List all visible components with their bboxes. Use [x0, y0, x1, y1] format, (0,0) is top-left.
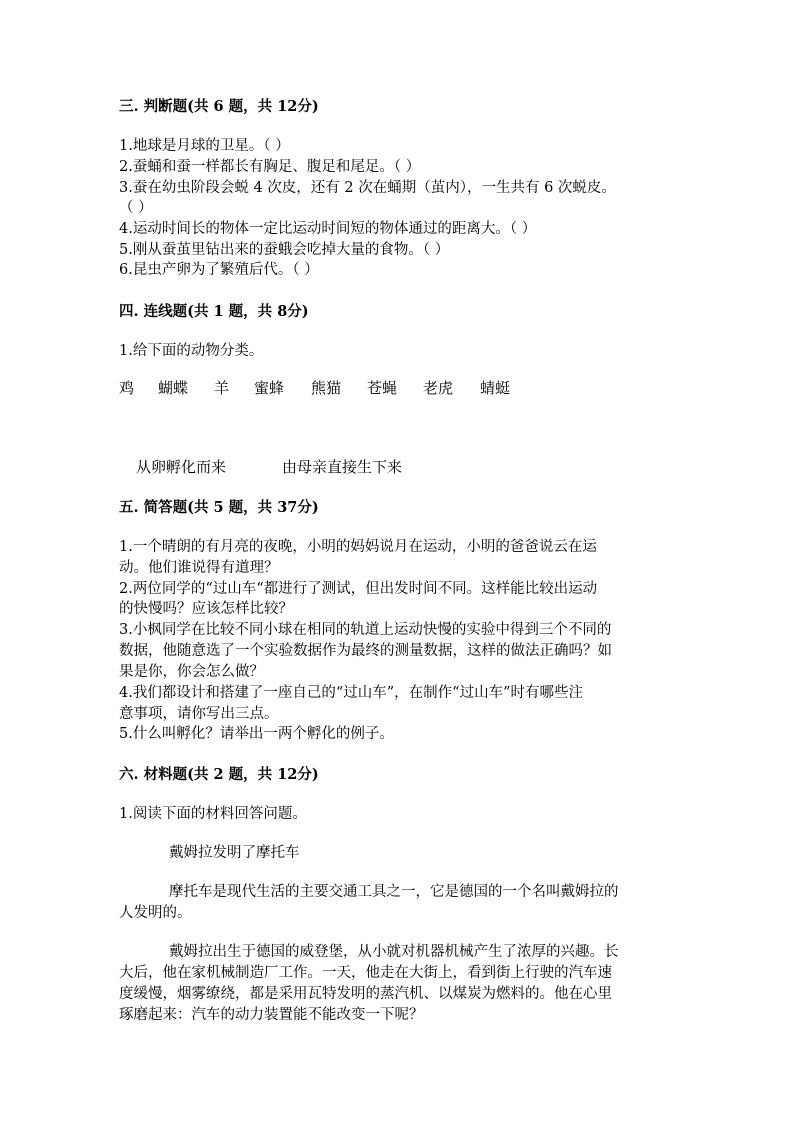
section3-line-5: 4.运动时间长的物体一定比运动时间短的物体通过的距离大。（ ） [119, 221, 537, 237]
section4-question: 1.给下面的动物分类。 [119, 343, 264, 359]
section5-line-2: 动。他们谁说得有道理？ [119, 560, 279, 576]
article-para2-line-2: 大后，他在家机械制造厂工作。一天，他走在大街上，看到街上行驶的汽车速 [119, 965, 612, 981]
article-para1-line-1: 摩托车是现代生活的主要交通工具之一，它是德国的一个名叫戴姆拉的 [169, 884, 619, 900]
animal-item: 蜜蜂 [254, 379, 285, 397]
section3-line-7: 6.昆虫产卵为了繁殖后代。（ ） [119, 262, 319, 278]
section5-line-9: 意事项，请你写出三点。 [119, 706, 279, 722]
group-label-viviparous: 由母亲直接生下来 [282, 458, 403, 476]
section3-heading: 三. 判断题(共 6 题，共 12分) [119, 98, 319, 115]
section5-line-5: 3.小枫同学在比较不同小球在相同的轨道上运动快慢的实验中得到三个不同的 [119, 622, 612, 638]
animal-item: 熊猫 [311, 379, 342, 397]
section3-line-2: 2.蚕蛹和蚕一样都长有胸足、腹足和尾足。（ ） [119, 159, 421, 175]
section6-question: 1.阅读下面的材料回答问题。 [119, 806, 307, 822]
animal-item: 羊 [214, 379, 230, 397]
article-para2-line-1: 戴姆拉出生于德国的威登堡，从小就对机器机械产生了浓厚的兴趣。长 [169, 944, 619, 960]
article-title: 戴姆拉发明了摩托车 [169, 845, 300, 861]
animal-item: 老虎 [423, 379, 454, 397]
section5-line-1: 1.一个晴朗的有月亮的夜晚，小明的妈妈说月在运动，小明的爸爸说云在运 [119, 539, 597, 555]
section3-line-6: 5.刚从蚕茧里钻出来的蚕蛾会吃掉大量的食物。（ ） [119, 242, 450, 258]
section5-line-3: 2.两位同学的“过山车“都进行了测试，但出发时间不同。这样能比较出运动 [119, 581, 598, 597]
article-para2-line-3: 度缓慢，烟雾缭绕，都是采用瓦特发明的蒸汽机、以煤炭为燃料的。他在心里 [119, 986, 612, 1002]
animal-item: 蝴蝶 [158, 379, 189, 397]
section3-line-1: 1.地球是月球的卫星。（ ） [119, 138, 290, 154]
section5-line-4: 的快慢吗？应该怎样比较？ [119, 601, 293, 617]
article-para2-line-4: 琢磨起来：汽车的动力装置能不能改变一下呢？ [119, 1007, 424, 1023]
group-label-oviparous: 从卵孵化而来 [136, 458, 227, 476]
animal-item: 苍蝇 [367, 379, 398, 397]
animal-item: 鸡 [119, 379, 135, 397]
section5-line-8: 4.我们都设计和搭建了一座自己的“过山车”，在制作“过山车”时有哪些注 [119, 685, 583, 701]
section3-line-4: （ ） [119, 200, 153, 216]
animal-item: 蜻蜓 [480, 379, 511, 397]
section5-line-6: 数据，他随意选了一个实验数据作为最终的测量数据，这样的做法正确吗？如 [119, 643, 612, 659]
section5-heading: 五. 简答题(共 5 题，共 37分) [119, 499, 319, 516]
section5-line-7: 果是你，你会怎么做？ [119, 664, 264, 680]
section3-line-3: 3.蚕在幼虫阶段会蜕 4 次皮，还有 2 次在蛹期（茧内），一生共有 6 次蜕皮。 [119, 180, 616, 196]
section6-heading: 六. 材料题(共 2 题，共 12分) [119, 766, 319, 783]
section5-line-10: 5.什么叫孵化？请举出一两个孵化的例子。 [119, 726, 394, 742]
section4-heading: 四. 连线题(共 1 题，共 8分) [119, 303, 309, 320]
article-para1-line-2: 人发明的。 [119, 905, 192, 921]
